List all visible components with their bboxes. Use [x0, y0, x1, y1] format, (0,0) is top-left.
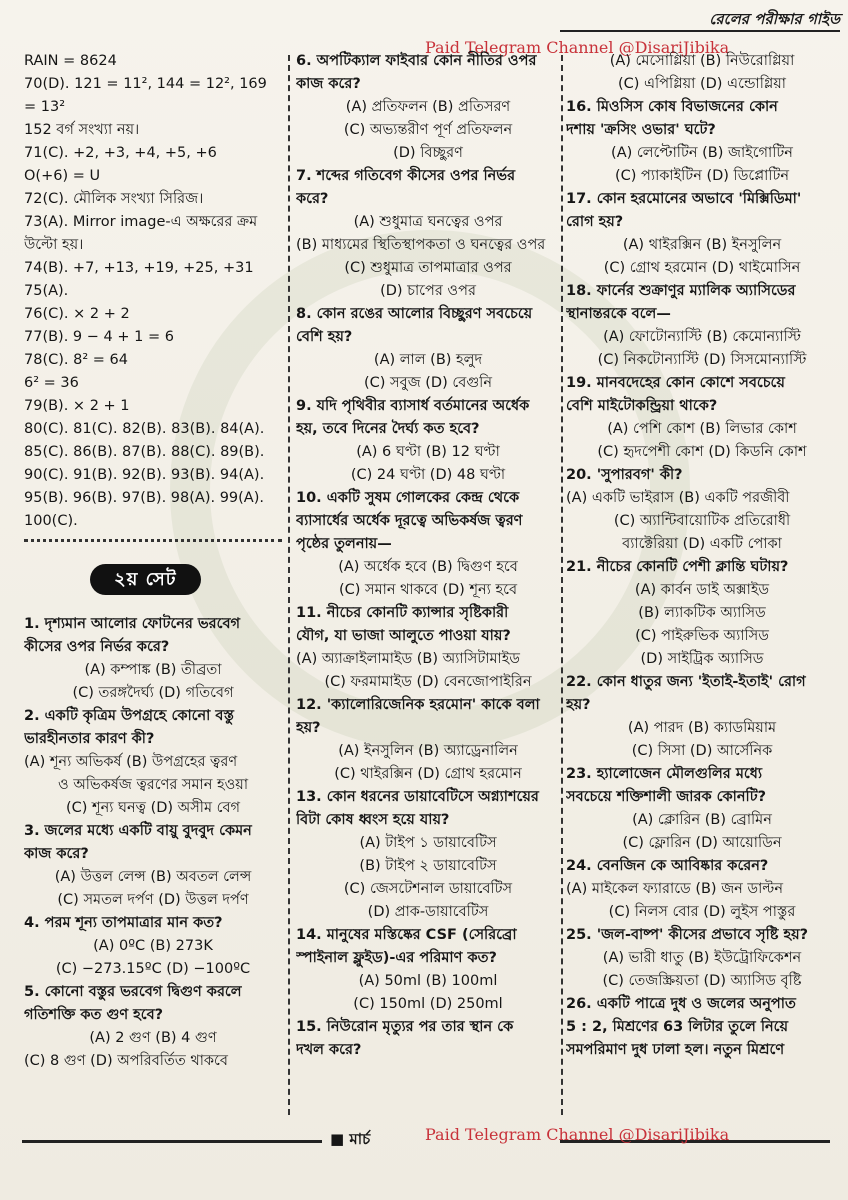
dotted-separator — [24, 539, 282, 542]
option-line: (C) গ্রোথ হরমোন (D) থাইমোসিন — [603, 260, 801, 276]
question-text: 5. কোনো বস্তুর ভরবেগ দ্বিগুণ করলে — [24, 984, 242, 1000]
column-divider-1 — [288, 55, 290, 1115]
question-text: 23. হ্যালোজেন মৌলগুলির মধ্যে — [566, 766, 763, 782]
question-text: 19. মানবদেহের কোন কোশে সবচেয়ে — [566, 375, 785, 391]
question-text: সমপরিমাণ দুধ ঢালা হল। নতুন মিশ্রণে — [566, 1042, 785, 1058]
option-line: (C) −273.15ºC (D) −100ºC — [55, 961, 251, 977]
question-text: 10. একটি সুষম গোলকের কেন্দ্র থেকে — [296, 490, 520, 506]
option-line: (A) থাইরক্সিন (B) ইনসুলিন — [622, 237, 782, 253]
answer-line: 100(C). — [24, 513, 78, 529]
question-text: ব্যাসার্ধের অর্ধেক দূরত্বে অভিকর্ষজ ত্বরণ — [296, 513, 523, 529]
question-text: কীসের ওপর নির্ভর করে? — [24, 639, 170, 655]
option-line: (D) চাপের ওপর — [380, 283, 476, 299]
option-line: (A) 6 ঘণ্টা (B) 12 ঘণ্টা — [356, 444, 500, 460]
option-line: (C) 150ml (D) 250ml — [353, 996, 503, 1012]
question-text: গতিশক্তি কত গুণ হবে? — [24, 1007, 164, 1023]
answer-line: 78(C). 8² = 64 — [24, 352, 128, 368]
option-line: (C) 24 ঘণ্টা (D) 48 ঘণ্টা — [350, 467, 506, 483]
question-text: 18. ফার্নের শুক্রাণুর ম্যালিক অ্যাসিডের — [566, 283, 796, 299]
question-text: বেশি মাইটোকন্ড্রিয়া থাকে? — [566, 398, 718, 414]
option-line: (C) সবুজ (D) বেগুনি — [364, 375, 492, 391]
option-line: (A) 2 গুণ (B) 4 গুণ — [89, 1030, 217, 1046]
option-line: (C) এপিগ্লিয়া (D) এন্ডোগ্লিয়া — [617, 76, 786, 92]
option-line: (C) সমান থাকবে (D) শূন্য হবে — [338, 582, 518, 598]
option-line: (A) একটি ভাইরাস (B) একটি পরজীবী — [566, 490, 790, 506]
option-line: (C) জেসটেশনাল ডায়াবেটিস — [343, 881, 513, 897]
header-rule — [560, 30, 840, 32]
option-line: (A) অর্ধেক হবে (B) দ্বিগুণ হবে — [338, 559, 518, 575]
question-text: হয়? — [296, 720, 321, 736]
option-line: (D) সাইট্রিক অ্যাসিড — [640, 651, 764, 667]
option-line: (D) বিচ্ছুরণ — [393, 145, 463, 161]
question-text: 8. কোন রঙের আলোর বিচ্ছুরণ সবচেয়ে — [296, 306, 533, 322]
question-text: 14. মানুষের মস্তিষ্কের CSF (সেরিব্রো — [296, 927, 517, 943]
option-line: (C) সিসা (D) আর্সেনিক — [631, 743, 773, 759]
question-text: 7. শব্দের গতিবেগ কীসের ওপর নির্ভর — [296, 168, 516, 184]
option-line: (C) নিকটোন্যাস্টি (D) সিসমোন্যাস্টি — [597, 352, 807, 368]
question-text: বিটা কোষ ধ্বংস হয়ে যায়? — [296, 812, 450, 828]
option-line: (D) প্রাক-ডায়াবেটিস — [367, 904, 489, 920]
question-text: সবচেয়ে শক্তিশালী জারক কোনটি? — [566, 789, 767, 805]
answer-line: 95(B). 96(B). 97(B). 98(A). 99(A). — [24, 490, 264, 506]
question-text: 3. জলের মধ্যে একটি বায়ু বুদবুদ কেমন — [24, 823, 252, 839]
question-text: কাজ করে? — [24, 846, 89, 862]
question-text: দখল করে? — [296, 1042, 362, 1058]
question-text: রোগ হয়? — [566, 214, 624, 230]
question-list — [24, 613, 282, 1073]
question-text: 26. একটি পাত্রে দুধ ও জলের অনুপাত — [566, 996, 796, 1012]
option-line: (A) মেসোগ্লিয়া (B) নিউরোগ্লিয়া — [609, 53, 795, 69]
option-line: (A) অ্যাক্রাইলামাইড (B) অ্যাসিটামাইড — [296, 651, 520, 667]
question-text: বেশি হয়? — [296, 329, 353, 345]
question-text: স্পাইনাল ফ্লুইড)-এর পরিমাণ কত? — [296, 950, 497, 966]
option-line: (A) মাইকেল ফ্যারাডে (B) জন ডাল্টন — [566, 881, 783, 897]
question-text: 17. কোন হরমোনের অভাবে 'মিক্সিডিমা' — [566, 191, 802, 207]
question-text: 21. নীচের কোনটি পেশী ক্লান্তি ঘটায়? — [566, 559, 789, 575]
option-line: (A) কম্পাঙ্ক (B) তীব্রতা — [84, 662, 222, 678]
option-line: (B) মাধ্যমের স্থিতিস্থাপকতা ও ঘনত্বের ওপর — [296, 237, 546, 253]
question-text: কাজ করে? — [296, 76, 361, 92]
option-line: (B) ল্যাকটিক অ্যাসিড — [638, 605, 766, 621]
question-text: 9. যদি পৃথিবীর ব্যাসার্ধ বর্তমানের অর্ধেক — [296, 398, 530, 414]
answer-key — [24, 50, 282, 533]
question-text: 4. পরম শূন্য তাপমাত্রার মান কত? — [24, 915, 223, 931]
question-text: 5 : 2, মিশ্রণের 63 লিটার তুলে নিয়ে — [566, 1019, 789, 1035]
option-line: (A) ভারী ধাতু (B) ইউট্রোফিকেশন — [602, 950, 802, 966]
option-line: (B) টাইপ ২ ডায়াবেটিস — [359, 858, 497, 874]
option-line: (C) অ্যান্টিবায়োটিক প্রতিরোধী — [613, 513, 791, 529]
option-line: (A) ক্লোরিন (B) ব্রোমিন — [632, 812, 772, 828]
question-text: 16. মিওসিস কোষ বিভাজনের কোন — [566, 99, 778, 115]
answer-line: 6² = 36 — [24, 375, 79, 391]
option-line: (C) থাইরক্সিন (D) গ্রোথ হরমোন — [334, 766, 522, 782]
answer-line: 73(A). Mirror image-এ অক্ষরের ক্রম — [24, 214, 258, 230]
footer-text: ■ মার্চ — [330, 1130, 371, 1148]
question-text: 6. অপটিক্যাল ফাইবার কোন নীতির ওপর — [296, 53, 537, 69]
guide-title: রেলের পরীক্ষার গাইড — [709, 10, 840, 28]
question-text: যৌগ, যা ভাজা আলুতে পাওয়া যায়? — [296, 628, 511, 644]
footer-rule-left — [22, 1140, 322, 1143]
option-line: (C) পাইরুভিক অ্যাসিড — [635, 628, 769, 644]
option-line: (C) 8 গুণ (D) অপরিবর্তিত থাকবে — [24, 1053, 228, 1069]
question-text: 22. কোন ধাতুর জন্য 'ইতাই-ইতাই' রোগ — [566, 674, 806, 690]
question-text: দশায় 'ক্রসিং ওভার' ঘটে? — [566, 122, 716, 138]
question-text: পৃষ্ঠের তুলনায়— — [296, 536, 392, 552]
option-line: (A) টাইপ ১ ডায়াবেটিস — [359, 835, 497, 851]
answer-line: 75(A). — [24, 283, 69, 299]
option-line: (C) হৃদপেশী কোশ (D) কিডনি কোশ — [597, 444, 807, 460]
answer-line: 74(B). +7, +13, +19, +25, +31 — [24, 260, 254, 276]
answer-line: 70(D). 121 = 11², 144 = 12², 169 — [24, 76, 267, 92]
option-line: (A) লেপ্টোটিন (B) জাইগোটিন — [611, 145, 793, 161]
answer-line: উল্টো হয়। — [24, 237, 84, 253]
telegram-watermark-bottom: Paid Telegram Channel @DisariJibika — [425, 1125, 730, 1144]
option-line: (A) কার্বন ডাই অক্সাইড — [634, 582, 770, 598]
option-line: (A) ফোটোন্যাস্টি (B) কেমোন্যাস্টি — [603, 329, 801, 345]
option-line: (C) শূন্য ঘনত্ব (D) অসীম বেগ — [65, 800, 241, 816]
answer-line: RAIN = 8624 — [24, 53, 117, 69]
question-text: হয়? — [566, 697, 591, 713]
set-badge: ২য় সেট — [90, 564, 201, 595]
answer-line: O(+6) = U — [24, 168, 101, 184]
question-text: 2. একটি কৃত্রিম উপগ্রহে কোনো বস্তু — [24, 708, 234, 724]
option-line: (C) তরঙ্গদৈর্ঘ্য (D) গতিবেগ — [72, 685, 234, 701]
question-text: 13. কোন ধরনের ডায়াবেটিসে অগ্ন্যাশয়ের — [296, 789, 539, 805]
answer-line: 77(B). 9 − 4 + 1 = 6 — [24, 329, 174, 345]
option-line: (A) লাল (B) হলুদ — [373, 352, 483, 368]
column-questions-2 — [296, 50, 560, 1062]
option-line: (A) পারদ (B) ক্যাডমিয়াম — [627, 720, 777, 736]
question-text: 24. বেনজিন কে আবিষ্কার করেন? — [566, 858, 769, 874]
option-line: ব্যাক্টেরিয়া (D) একটি পোকা — [622, 536, 782, 552]
answer-line: 90(C). 91(B). 92(B). 93(B). 94(A). — [24, 467, 265, 483]
question-text: ভারহীনতার কারণ কী? — [24, 731, 155, 747]
column-answers — [24, 50, 282, 1073]
option-line: (A) উত্তল লেন্স (B) অবতল লেন্স — [54, 869, 252, 885]
option-line: (A) 50ml (B) 100ml — [358, 973, 498, 989]
answer-line: 152 বর্গ সংখ্যা নয়। — [24, 122, 140, 138]
option-line: (C) সমতল দর্পণ (D) উত্তল দর্পণ — [57, 892, 249, 908]
question-text: 11. নীচের কোনটি ক্যান্সার সৃষ্টিকারী — [296, 605, 509, 621]
column-questions-3 — [566, 50, 838, 1062]
option-line: (A) শুধুমাত্র ঘনত্বের ওপর — [353, 214, 503, 230]
option-line: (C) তেজস্ক্রিয়তা (D) অ্যাসিড বৃষ্টি — [602, 973, 802, 989]
telegram-watermark-top: Paid Telegram Channel @DisariJibika — [425, 38, 730, 57]
option-line: (A) প্রতিফলন (B) প্রতিসরণ — [345, 99, 511, 115]
question-text: 15. নিউরোন মৃত্যুর পর তার স্থান কে — [296, 1019, 514, 1035]
question-text: স্থানান্তরকে বলে— — [566, 306, 671, 322]
answer-line: = 13² — [24, 99, 66, 115]
answer-line: 71(C). +2, +3, +4, +5, +6 — [24, 145, 217, 161]
question-text: করে? — [296, 191, 329, 207]
question-text: 20. 'সুপারবগ' কী? — [566, 467, 683, 483]
option-line: (C) ফ্লোরিন (D) আয়োডিন — [622, 835, 782, 851]
option-line: (C) অভ্যন্তরীণ পূর্ণ প্রতিফলন — [343, 122, 513, 138]
column-divider-2 — [561, 55, 563, 1115]
answer-line: 72(C). মৌলিক সংখ্যা সিরিজ। — [24, 191, 204, 207]
option-line: (C) প্যাকাইটিন (D) ডিপ্লোটিন — [614, 168, 790, 184]
option-line: (A) ইনসুলিন (B) অ্যাড্রেনালিন — [338, 743, 518, 759]
option-line: (A) শূন্য অভিকর্ষ (B) উপগ্রহের ত্বরণ — [24, 754, 238, 770]
question-text: 25. 'জল-বাষ্প' কীসের প্রভাবে সৃষ্টি হয়? — [566, 927, 809, 943]
question-text: 1. দৃশ্যমান আলোর ফোটনের ভরবেগ — [24, 616, 241, 632]
question-text: হয়, তবে দিনের দৈর্ঘ্য কত হবে? — [296, 421, 480, 437]
option-line: (C) ফরমামাইড (D) বেনজোপাইরিন — [324, 674, 532, 690]
answer-line: 85(C). 86(B). 87(B). 88(C). 89(B). — [24, 444, 265, 460]
option-line: ও অভিকর্ষজ ত্বরণের সমান হওয়া — [57, 777, 249, 793]
option-line: (C) নিলস বোর (D) লুইস পাস্তুর — [608, 904, 796, 920]
question-text: 12. 'ক্যালোরিজেনিক হরমোন' কাকে বলা — [296, 697, 540, 713]
answer-line: 80(C). 81(C). 82(B). 83(B). 84(A). — [24, 421, 265, 437]
answer-line: 76(C). × 2 + 2 — [24, 306, 130, 322]
answer-line: 79(B). × 2 + 1 — [24, 398, 130, 414]
option-line: (A) 0ºC (B) 273K — [93, 938, 213, 954]
option-line: (A) পেশি কোশ (B) লিভার কোশ — [607, 421, 797, 437]
option-line: (C) শুধুমাত্র তাপমাত্রার ওপর — [344, 260, 512, 276]
